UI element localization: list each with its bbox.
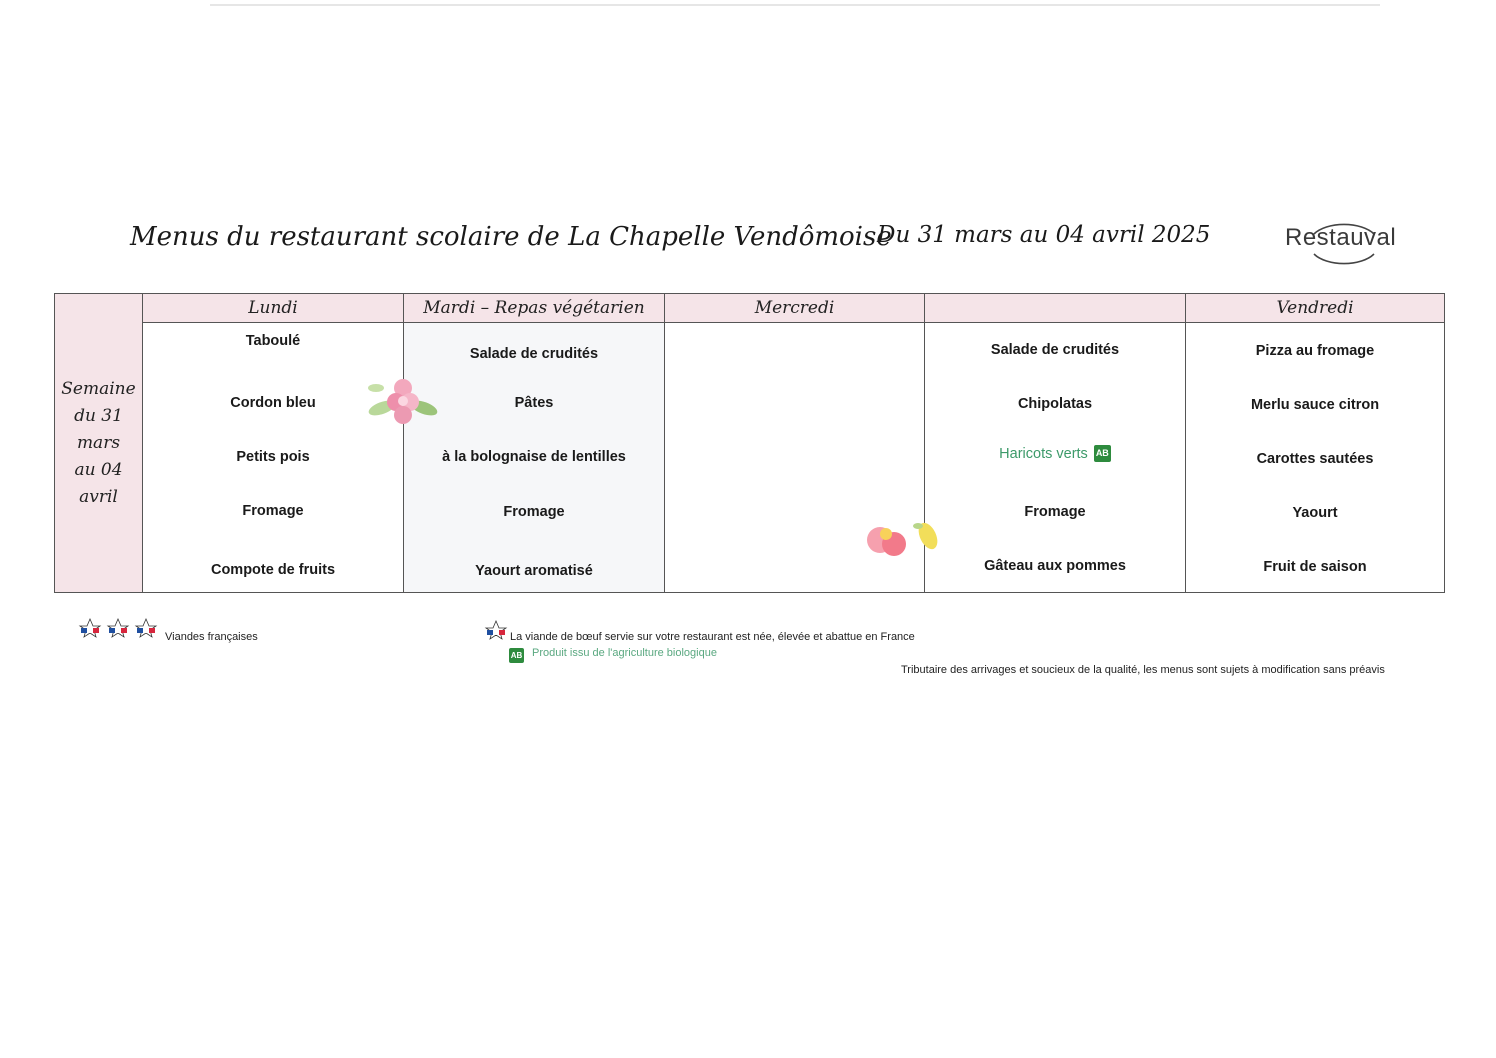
column-header-vendredi: Vendredi xyxy=(1186,294,1445,323)
menu-item: Fromage xyxy=(1024,504,1086,520)
legend-organic-text: Produit issu de l'agriculture biologique xyxy=(532,647,717,659)
legend-beef-origin: La viande de bœuf servie sur votre restaurant est née, élevée et abattue en France xyxy=(510,631,915,643)
menu-item: Pâtes xyxy=(514,395,554,411)
menu-item-organic xyxy=(925,445,1185,462)
menu-item: Pizza au fromage xyxy=(1255,343,1375,359)
menu-item: Salade de crudités xyxy=(469,346,599,362)
date-range: Du 31 mars au 04 avril 2025 xyxy=(877,222,1211,248)
column-header-mardi: Mardi – Repas végétarien xyxy=(404,294,665,323)
day-cell-mardi xyxy=(404,323,665,593)
french-meat-labels-icon xyxy=(78,616,160,642)
menu-item: Yaourt xyxy=(1292,505,1338,521)
menu-item: Petits pois xyxy=(236,449,310,465)
column-header-mercredi: Mercredi xyxy=(665,294,925,323)
brand-name: Restauval xyxy=(1285,224,1397,251)
header-row xyxy=(55,294,1445,323)
menu-item: Taboulé xyxy=(245,333,301,349)
day-cell-lundi xyxy=(143,323,404,593)
menu-item: à la bolognaise de lentilles xyxy=(442,449,626,465)
legend-organic xyxy=(509,647,717,663)
week-label-line: Semaine xyxy=(61,378,136,399)
week-label-line: du 31 xyxy=(74,405,123,426)
legend-french-meat: Viandes françaises xyxy=(165,631,258,643)
organic-item-label: Haricots verts xyxy=(999,446,1088,462)
organic-ab-icon: AB xyxy=(509,648,524,663)
scan-edge-line xyxy=(210,4,1380,6)
menu-item: Chipolatas xyxy=(1017,396,1093,412)
column-header-jeudi xyxy=(925,294,1186,323)
menu-item: Merlu sauce citron xyxy=(1250,397,1380,413)
menu-row xyxy=(55,323,1445,593)
menu-item: Fruit de saison xyxy=(1263,559,1367,575)
week-label-line: au 04 xyxy=(74,459,123,480)
menu-item: Salade de crudités xyxy=(990,342,1120,358)
beef-origin-star-icon xyxy=(484,619,510,643)
flower-decoration-icon xyxy=(366,374,440,430)
menu-table xyxy=(54,293,1445,593)
week-label-cell xyxy=(55,294,143,593)
week-label-line: avril xyxy=(79,486,118,507)
menu-item: Carottes sautées xyxy=(1256,451,1374,467)
day-cell-vendredi xyxy=(1186,323,1445,593)
menu-item: Compote de fruits xyxy=(210,562,336,578)
column-header-lundi: Lundi xyxy=(143,294,404,323)
organic-ab-icon: AB xyxy=(1094,445,1111,462)
menu-item: Cordon bleu xyxy=(230,395,316,411)
menu-item: Fromage xyxy=(242,503,304,519)
menu-item: Yaourt aromatisé xyxy=(475,563,593,579)
menu-item: Fromage xyxy=(503,504,565,520)
menu-item: Gâteau aux pommes xyxy=(984,558,1126,574)
day-cell-jeudi xyxy=(925,323,1186,593)
week-label-line: mars xyxy=(76,432,121,453)
page-title: Menus du restaurant scolaire de La Chapelle Vendômoise xyxy=(130,222,892,252)
legend-disclaimer: Tributaire des arrivages et soucieux de la qualité, les menus sont sujets à modification sans préavis xyxy=(901,664,1385,676)
fruit-decoration-icon xyxy=(862,516,946,560)
restauval-logo xyxy=(1282,212,1412,272)
